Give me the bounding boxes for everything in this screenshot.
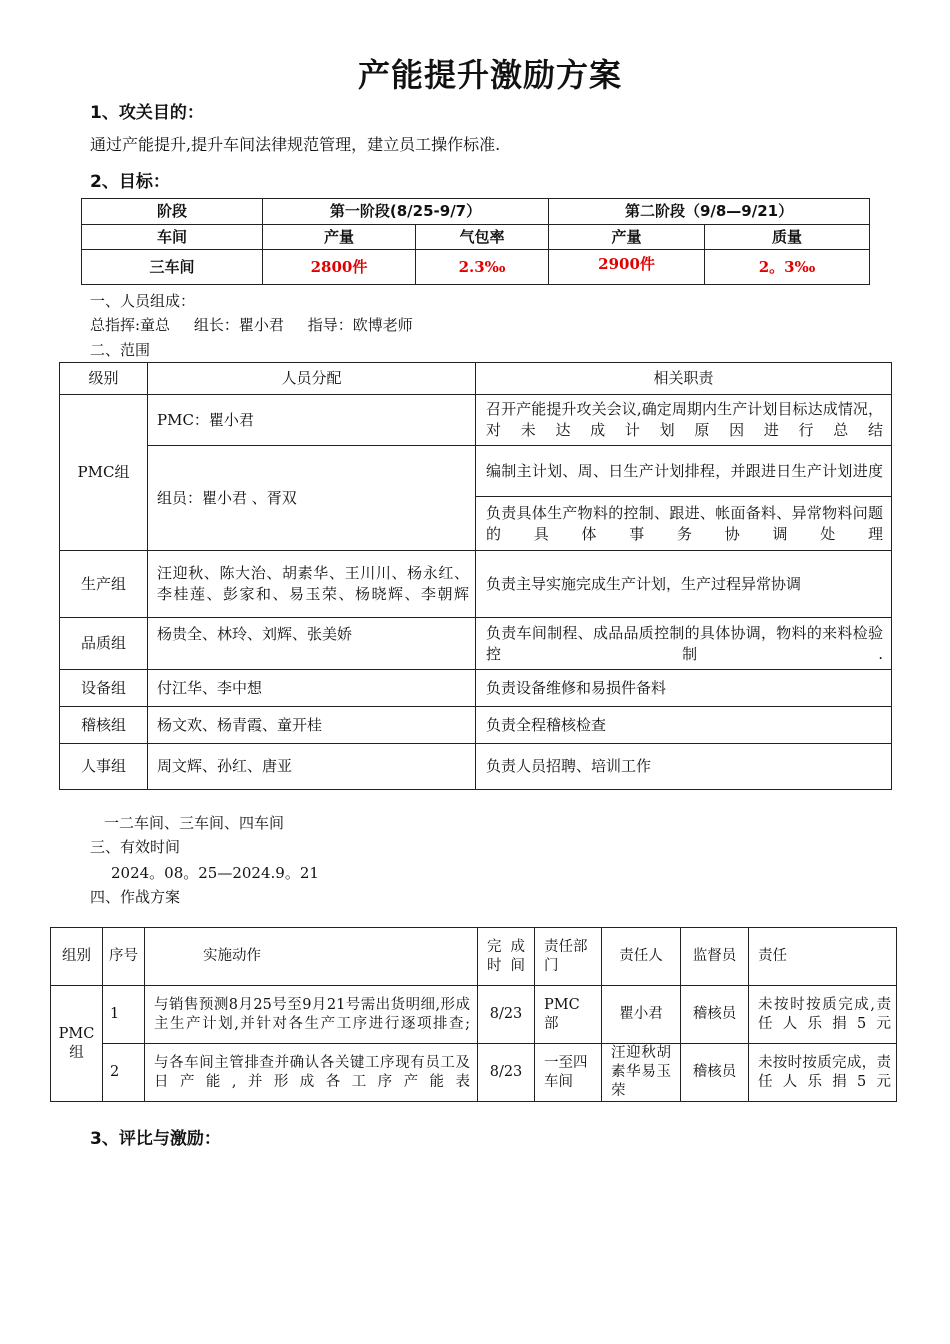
scope-row-level: 生产组 <box>60 551 148 618</box>
target-bubble: 2.3‰ <box>416 250 549 285</box>
plan-table <box>50 927 897 1102</box>
target-output2: 2900件 <box>549 250 705 285</box>
target-table <box>81 198 870 285</box>
scope-h-duty: 相关职责 <box>476 363 892 395</box>
scope-pmc-level: PMC组 <box>60 395 148 551</box>
scope-row-level: 设备组 <box>60 670 148 707</box>
target-h-output2: 产量 <box>549 225 705 250</box>
scope-row-level: 品质组 <box>60 618 148 670</box>
scope-row-duty: 负责车间制程、成品品质控制的具体协调，物料的来料检验控制. <box>476 618 892 670</box>
target-h-output1: 产量 <box>263 225 416 250</box>
plan-duty: 未按时按质完成,责任人乐捐5元 <box>749 986 897 1044</box>
plan-h-seq: 序号 <box>103 928 145 986</box>
plan-h-supervisor: 监督员 <box>681 928 749 986</box>
plan-seq: 2 <box>103 1044 145 1102</box>
page-title: 产能提升激励方案 <box>357 56 622 94</box>
plan-h-group: 组别 <box>51 928 103 986</box>
section2-heading: 2、目标： <box>90 172 170 192</box>
scope-table <box>59 362 892 790</box>
plan-h-done: 完成时间 <box>478 928 535 986</box>
scope-pmc-staff1: PMC：瞿小君 <box>148 395 476 446</box>
plan-dept: 一至四车间 <box>535 1044 602 1102</box>
scope-h-level: 级别 <box>60 363 148 395</box>
plan-done: 8/23 <box>478 986 535 1044</box>
plan-action: 与销售预测8月25号至9月21号需出货明细,形成主生产计划,并针对各生产工序进行逐项排查; <box>145 986 478 1044</box>
target-h-phase1: 第一阶段(8/25-9/7） <box>263 199 549 225</box>
plan-action: 与各车间主管排查并确认各关键工序现有员工及日产能,并形成各工序产能表 <box>145 1044 478 1102</box>
plan-h-action: 实施动作 <box>145 928 478 986</box>
validity-heading: 三、有效时间 <box>90 838 181 856</box>
scope-pmc-duty3: 负责具体生产物料的控制、跟进、帐面备料、异常物料问题的具体事务协调处理 <box>476 497 892 551</box>
scope-row-staff: 汪迎秋、陈大治、胡素华、王川川、杨永红、李桂莲、彭家和、易玉荣、杨晓辉、李朝辉 <box>148 551 476 618</box>
scope-h-staff: 人员分配 <box>148 363 476 395</box>
scope-row-staff: 杨文欢、杨青霞、童开桂 <box>148 707 476 744</box>
scope-row-duty: 负责人员招聘、培训工作 <box>476 744 892 790</box>
plan-duty: 未按时按质完成，责任人乐捐5元 <box>749 1044 897 1102</box>
plan-supervisor: 稽核员 <box>681 986 749 1044</box>
plan-owner: 汪迎秋胡素华易玉荣 <box>602 1044 681 1102</box>
plan-seq: 1 <box>103 986 145 1044</box>
plan-done: 8/23 <box>478 1044 535 1102</box>
personnel-heading: 一、人员组成： <box>90 292 196 310</box>
section1-heading: 1、攻关目的： <box>90 103 204 123</box>
scope-row-level: 稽核组 <box>60 707 148 744</box>
section3-heading: 3、评比与激励： <box>90 1129 221 1149</box>
scope-row-duty: 负责设备维修和易损件备料 <box>476 670 892 707</box>
plan-dept: PMC部 <box>535 986 602 1044</box>
scope-heading: 二、范围 <box>90 341 151 359</box>
scope-row-duty: 负责全程稽核检查 <box>476 707 892 744</box>
target-h-quality: 质量 <box>705 225 870 250</box>
plan-owner: 瞿小君 <box>602 986 681 1044</box>
scope-row-staff: 杨贵全、林玲、刘辉、张美娇 <box>148 618 476 670</box>
plan-heading: 四、作战方案 <box>90 888 181 906</box>
personnel-line: 总指挥:童总 组长：瞿小君 指导：欧博老师 <box>90 316 413 334</box>
plan-h-owner: 责任人 <box>602 928 681 986</box>
scope-pmc-duty2: 编制主计划、周、日生产计划排程，并跟进日生产计划进度 <box>476 446 892 497</box>
target-quality: 2。3‰ <box>705 250 870 285</box>
plan-group: PMC组 <box>51 986 103 1102</box>
scope-row-level: 人事组 <box>60 744 148 790</box>
target-h-workshop: 车间 <box>82 225 263 250</box>
plan-h-duty: 责任 <box>749 928 897 986</box>
scope-after: 一二车间、三车间、四车间 <box>104 814 285 832</box>
target-workshop: 三车间 <box>82 250 263 285</box>
target-h-phase2: 第二阶段（9/8—9/21） <box>549 199 870 225</box>
plan-supervisor: 稽核员 <box>681 1044 749 1102</box>
scope-pmc-duty1: 召开产能提升攻关会议,确定周期内生产计划目标达成情况，对未达成计划原因进行总结 <box>476 395 892 446</box>
scope-row-staff: 周文辉、孙红、唐亚 <box>148 744 476 790</box>
plan-h-dept: 责任部门 <box>535 928 602 986</box>
scope-row-duty: 负责主导实施完成生产计划，生产过程异常协调 <box>476 551 892 618</box>
validity-period: 2024。08。25—2024.9。21 <box>111 864 319 882</box>
target-output1: 2800件 <box>263 250 416 285</box>
section1-text: 通过产能提升,提升车间法律规范管理，建立员工操作标准. <box>90 135 501 154</box>
scope-pmc-staff2: 组员：瞿小君 、胥双 <box>148 446 476 551</box>
target-h-bubble: 气包率 <box>416 225 549 250</box>
target-h-stage: 阶段 <box>82 199 263 225</box>
scope-row-staff: 付江华、李中想 <box>148 670 476 707</box>
